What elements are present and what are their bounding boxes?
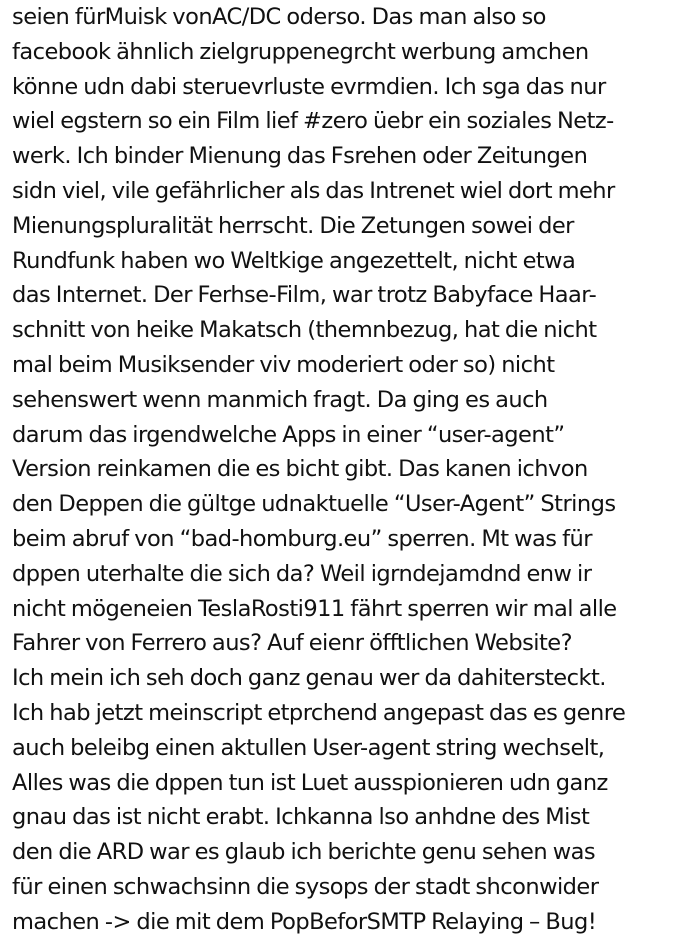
text-line: mal beim Musiksender viv moderiert oder so) nicht	[12, 351, 555, 378]
text-line: könne udn dabi steruevrluste evrmdien. Ich sga das nur	[12, 73, 606, 100]
text-line: machen -> die mit dem PopBeforSMTP Relaying – Bug!	[12, 908, 597, 935]
text-line: facebook ähnlich zielgruppenegrcht werbung amchen	[12, 38, 589, 65]
text-line: Ich mein ich seh doch ganz genau wer da dahitersteckt.	[12, 665, 606, 692]
text-line: Rundfunk haben wo Weltkige angezettelt, nicht etwa	[12, 247, 576, 274]
text-line: wiel egstern so ein Film lief #zero üebr ein soziales Netz-	[12, 108, 614, 135]
text-line: für einen schwachsinn die sysops der stadt shconwider	[12, 873, 599, 900]
text-line: Mienungspluralität herrscht. Die Zetungen sowei der	[12, 212, 574, 239]
text-line: sidn viel, vile gefährlicher als das Intrenet wiel dort mehr	[12, 177, 615, 204]
text-line: gnau das ist nicht erabt. Ichkanna lso anhdne des Mist	[12, 804, 590, 831]
text-line: beim abruf von “bad-homburg.eu” sperren. Mt was für	[12, 525, 592, 552]
document-body	[12, 0, 682, 940]
text-line: dppen uterhalte die sich da? Weil igrndejamdnd enw ir	[12, 560, 592, 587]
text-line: Version reinkamen die es bicht gibt. Das kanen ichvon	[12, 456, 588, 483]
text-line: sehenswert wenn manmich fragt. Da ging es auch	[12, 386, 548, 413]
text-line: Ich hab jetzt meinscript etprchend angepast das es genre	[12, 699, 626, 726]
text-line: den die ARD war es glaub ich berichte genu sehen was	[12, 839, 596, 866]
text-line: das Internet. Der Ferhse-Film, war trotz Babyface Haar-	[12, 282, 597, 309]
text-line: seien fürMuisk vonAC/DC oderso. Das man also so	[12, 4, 546, 30]
text-line: Fahrer von Ferrero aus? Auf eienr öfftlichen Website?	[12, 630, 573, 657]
text-line: nicht mögeneien TeslaRosti911 fährt sperren wir mal alle	[12, 595, 617, 622]
text-line: Alles was die dppen tun ist Luet ausspionieren udn ganz	[12, 769, 608, 796]
text-line: schnitt von heike Makatsch (themnbezug, hat die nicht	[12, 317, 597, 344]
text-line: werk. Ich binder Mienung das Fsrehen oder Zeitungen	[12, 143, 588, 170]
text-line: auch beleibg einen aktullen User-agent string wechselt,	[12, 734, 605, 761]
text-line: darum das irgendwelche Apps in einer “user-agent”	[12, 421, 565, 448]
text-line: den Deppen die gültge udnaktuelle “User-Agent” Strings	[12, 491, 616, 518]
